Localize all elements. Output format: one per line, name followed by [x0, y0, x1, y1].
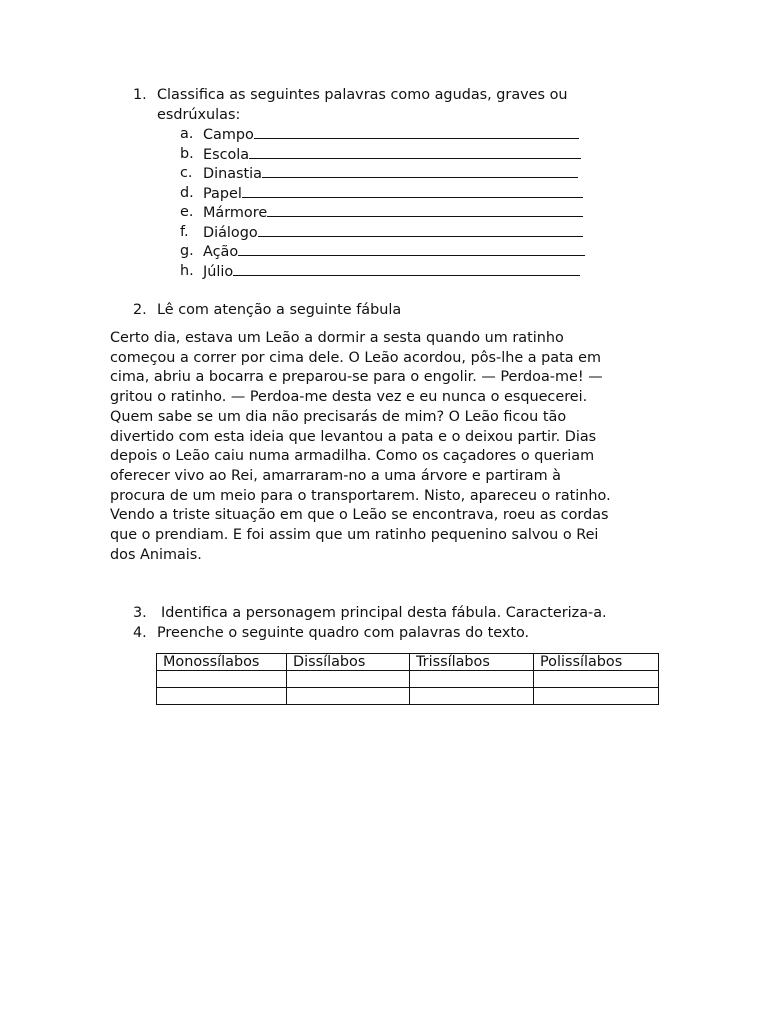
fable-line: gritou o ratinho. — Perdoa-me desta vez e eu nunca o esquecerei. — [110, 389, 588, 406]
table-cell[interactable] — [157, 671, 287, 688]
answer-blank[interactable] — [238, 241, 585, 256]
table-cell[interactable] — [410, 671, 534, 688]
fable-line: que o prendiam. E foi assim que um ratinho pequenino salvou o Rei — [110, 527, 599, 544]
fable-line: cima, abriu a bocarra e preparou-se para o engolir. — Perdoa-me! — — [110, 369, 603, 386]
question-1-number: 1. — [133, 87, 147, 103]
word-label: Escola — [203, 147, 250, 163]
word-label: Mármore — [203, 205, 268, 221]
fable-text — [110, 329, 670, 565]
fable-line: depois o Leão caiu numa armadilha. Como os caçadores o queriam — [110, 448, 595, 465]
answer-blank[interactable] — [267, 202, 583, 217]
question-1-text-cont: esdrúxulas: — [157, 107, 241, 123]
word-item — [203, 261, 580, 282]
table-header-row — [157, 654, 659, 671]
word-label: Dinastia — [203, 166, 262, 182]
word-label: Ação — [203, 244, 239, 260]
question-3-text: Identifica a personagem principal desta fábula. Caracteriza-a. — [161, 605, 607, 621]
header-dissilabos: Dissílabos — [287, 654, 410, 671]
syllable-table — [156, 653, 659, 705]
answer-blank[interactable] — [254, 124, 579, 139]
fable-line: Vendo a triste situação em que o Leão se encontrava, roeu as cordas — [110, 507, 609, 524]
word-item — [203, 183, 583, 204]
item-letter: g. — [180, 243, 194, 259]
question-4-number: 4. — [133, 625, 147, 641]
item-letter: e. — [180, 204, 194, 220]
fable-line: oferecer vivo ao Rei, amarraram-no a uma árvore e partiram à — [110, 467, 561, 484]
word-label: Papel — [203, 186, 242, 202]
fable-line: divertido com esta ideia que levantou a pata e o deixou partir. Dias — [110, 428, 597, 445]
table-cell[interactable] — [534, 688, 659, 705]
word-label: Júlio — [203, 264, 234, 280]
word-item — [203, 124, 579, 145]
table-cell[interactable] — [410, 688, 534, 705]
word-label: Diálogo — [203, 225, 258, 241]
table-cell[interactable] — [287, 671, 410, 688]
word-item — [203, 202, 583, 223]
item-letter: c. — [180, 165, 193, 181]
item-letter: f. — [180, 224, 189, 240]
question-4-text: Preenche o seguinte quadro com palavras do texto. — [157, 625, 530, 641]
fable-line: procura de um meio para o transportarem. Nisto, apareceu o ratinho. — [110, 487, 611, 504]
item-letter: d. — [180, 185, 194, 201]
question-1-text: Classifica as seguintes palavras como agudas, graves ou — [157, 87, 568, 103]
word-item — [203, 241, 585, 262]
item-letter: a. — [180, 126, 194, 142]
answer-blank[interactable] — [249, 144, 581, 159]
answer-blank[interactable] — [258, 222, 583, 237]
answer-blank[interactable] — [262, 163, 578, 178]
item-letter: b. — [180, 146, 194, 162]
word-item — [203, 163, 578, 184]
fable-line: começou a correr por cima dele. O Leão acordou, pôs-lhe a pata em — [110, 349, 602, 366]
fable-line: Certo dia, estava um Leão a dormir a sesta quando um ratinho — [110, 330, 564, 346]
fable-line: Quem sabe se um dia não precisarás de mim? O Leão ficou tão — [110, 408, 567, 425]
item-letter: h. — [180, 263, 194, 279]
table-cell[interactable] — [534, 671, 659, 688]
word-item — [203, 222, 583, 243]
header-polissilabos: Polissílabos — [534, 654, 659, 671]
question-2-text: Lê com atenção a seguinte fábula — [157, 302, 402, 318]
word-label: Campo — [203, 127, 254, 143]
question-2-number: 2. — [133, 302, 147, 318]
table-cell[interactable] — [157, 688, 287, 705]
question-3-number: 3. — [133, 605, 147, 621]
table-row — [157, 671, 659, 688]
header-monossilabos: Monossílabos — [157, 654, 287, 671]
table-cell[interactable] — [287, 688, 410, 705]
word-item — [203, 144, 581, 165]
header-trissilabos: Trissílabos — [410, 654, 534, 671]
table-row — [157, 688, 659, 705]
fable-line: dos Animais. — [110, 546, 202, 563]
answer-blank[interactable] — [242, 183, 583, 198]
answer-blank[interactable] — [233, 261, 580, 276]
